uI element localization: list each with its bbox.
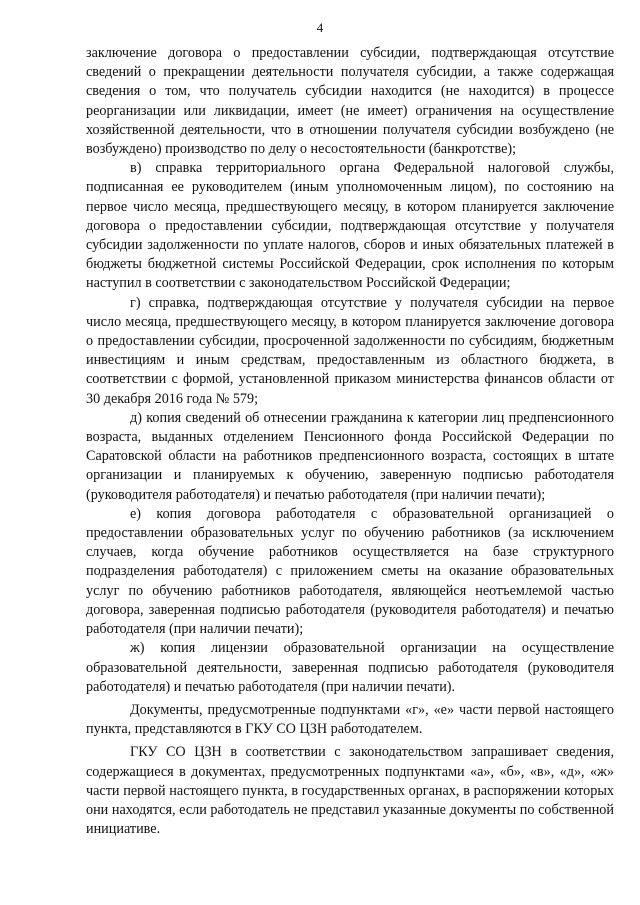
page-number: 4 xyxy=(316,20,324,35)
paragraph-item-zh: ж) копия лицензии образовательной организации на осуществление образовательной деятельности, заверенная подписью работодателя (руководителя работодателя) и печатью работодателя (при наличии печати). xyxy=(86,640,614,695)
paragraph-documents-provided: Документы, предусмотренные подпунктами «г», «е» части первой настоящего пункта, представляются в ГКУ СО ЦЗН работодателем. xyxy=(86,701,614,738)
paragraph-continuation: заключение договора о предоставлении субсидии, подтверждающая отсутствие сведений о прекращении деятельности получателя субсидии, а также содержащая сведения о том, что получатель субсидии находится (не находится) в процессе реорганизации или ликвидации, имеет (не имеет) ограничения на осуществление хозяйственной деятельности, что в отношении получателя субсидии возбуждено (не возбуждено) производство по делу о несостоятельности (банкротстве); xyxy=(86,45,614,158)
paragraph-item-e: е) копия договора работодателя с образовательной организацией о предоставлении образовательных услуг по обучению работников (за исключением случаев, когда обучение работников осуществляется на базе структурного подразделения работодателя) с приложением сметы на оказание образовательных услуг по обучению работников работодателя, являющейся неотъемлемой частью договора, заверенная подписью работодателя (руководителя работодателя) и печатью работодателя (при наличии печати); xyxy=(86,505,614,638)
paragraph-gku-requests: ГКУ СО ЦЗН в соответствии с законодательством запрашивает сведения, содержащиеся в документах, предусмотренных подпунктами «а», «б», «в», «д», «ж» части первой настоящего пункта, в государственных органах, в распоряжении которых они находятся, если работодатель не представил указанные документы по собственной инициативе. xyxy=(86,744,614,838)
paragraph-item-v: в) справка территориального органа Федеральной налоговой службы, подписанная ее руководителем (иным уполномоченным лицом), по состоянию на первое число месяца, предшествующего месяцу, в котором планируется заключение договора о предоставлении субсидии, подтверждающая отсутствие у получателя субсидии задолженности по уплате налогов, сборов и иных обязательных платежей в бюджеты бюджетной системы Российской Федерации, срок исполнения по которым наступил в соответствии с законодательством Российской Федерации; xyxy=(86,160,614,292)
document-body xyxy=(86,44,614,839)
paragraph-item-d: д) копия сведений об отнесении гражданина к категории лиц предпенсионного возраста, выданных отделением Пенсионного фонда Российской Федерации по Саратовской области на работников предпенсионного возраста, состоящих в штате организации и планируемых к обучению, заверенную подписью работодателя (руководителя работодателя) и печатью работодателя (при наличии печати); xyxy=(86,409,614,503)
paragraph-item-g: г) справка, подтверждающая отсутствие у получателя субсидии на первое число месяца, предшествующего месяцу, в котором планируется заключение договора о предоставлении субсидии, просроченной задолженности по субсидиям, бюджетным инвестициям и иным средствам, предоставленным из областного бюджета, в соответствии с формой, установленной приказом министерства финансов области от 30 декабря 2016 года № 579; xyxy=(86,294,614,407)
